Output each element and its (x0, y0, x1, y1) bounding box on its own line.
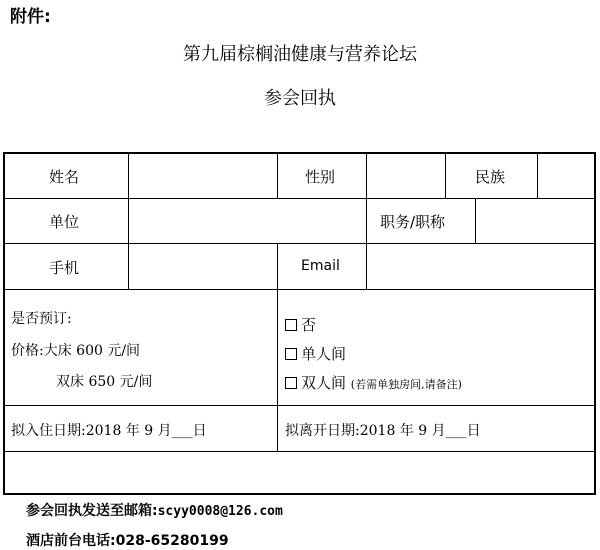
col-divider (277, 289, 278, 451)
option-no-label: 否 (301, 316, 317, 334)
name-label: 姓名 (49, 168, 80, 186)
checkin-date: 拟入住日期:2018 年 9 月___日 (11, 423, 207, 439)
option-double[interactable] (285, 372, 462, 393)
col-divider (128, 198, 129, 243)
footer-hotel-phone (26, 530, 229, 550)
checkbox-icon[interactable] (285, 348, 297, 360)
phone-label: 手机 (49, 259, 80, 277)
booking-question: 是否预订: (11, 311, 72, 327)
row-divider (5, 405, 594, 406)
option-single[interactable] (285, 343, 346, 364)
row-divider (5, 289, 594, 290)
footer-email-label: 参会回执发送至邮箱: (26, 503, 158, 519)
footer-hotel-phone-value: 028-65280199 (115, 533, 229, 549)
col-divider (445, 154, 446, 198)
col-divider (537, 154, 538, 198)
col-divider (277, 154, 278, 198)
option-double-label: 双人间 (301, 374, 347, 392)
col-divider (128, 154, 129, 198)
double-room-note: (若需单独房间,请备注) (350, 378, 462, 391)
checkout-date: 拟离开日期:2018 年 9 月___日 (285, 423, 481, 439)
col-divider (277, 243, 278, 289)
col-divider (128, 243, 129, 289)
row-divider (5, 198, 594, 199)
checkbox-icon[interactable] (285, 319, 297, 331)
col-divider (366, 154, 367, 198)
option-single-label: 单人间 (301, 345, 347, 363)
gender-label: 性别 (305, 168, 336, 186)
price-twin: 双床 650 元/间 (56, 374, 153, 390)
col-divider (475, 198, 476, 243)
footer-hotel-phone-label: 酒店前台电话: (26, 533, 116, 549)
option-no[interactable] (285, 314, 316, 335)
registration-form-table (3, 152, 596, 495)
col-divider (366, 198, 367, 243)
col-divider (366, 243, 367, 289)
remarks-field[interactable] (5, 452, 594, 493)
footer-email-value[interactable]: scyy0008@126.com (157, 504, 283, 519)
unit-label: 单位 (49, 213, 80, 231)
checkbox-icon[interactable] (285, 377, 297, 389)
page-subtitle: 参会回执 (264, 88, 336, 109)
ethnicity-label: 民族 (475, 168, 506, 186)
position-label: 职务/职称 (380, 213, 446, 231)
email-label: Email (301, 258, 340, 274)
footer-email (26, 500, 283, 520)
page-title: 第九届棕榈油健康与营养论坛 (183, 44, 417, 65)
price-big-bed: 价格:大床 600 元/间 (11, 343, 141, 359)
attachment-label: 附件: (10, 7, 51, 27)
row-divider (5, 243, 594, 244)
